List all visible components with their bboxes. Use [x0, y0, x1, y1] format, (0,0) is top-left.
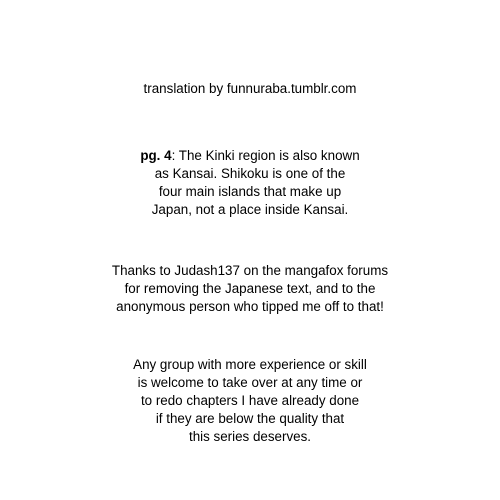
thanks-line-1: Thanks to Judash137 on the mangafox forums [111, 263, 389, 278]
takeover-line-3: to redo chapters I have already done [140, 393, 360, 408]
translation-credit-text: translation by funnuraba.tumblr.com [143, 81, 357, 96]
page-note [0, 147, 500, 219]
thanks-line-3: anonymous person who tipped me off to that! [116, 299, 384, 314]
thanks-line-2: for removing the Japanese text, and to the [124, 281, 376, 296]
page-note-label: pg. 4 [140, 148, 172, 163]
thanks-paragraph [0, 262, 500, 316]
page-note-line-3: four main islands that make up [158, 184, 342, 199]
takeover-line-5: this series deserves. [188, 429, 312, 444]
page-note-line-1-text: : The Kinki region is also known [171, 148, 360, 163]
takeover-line-4: if they are below the quality that [155, 411, 345, 426]
page-note-line-4: Japan, not a place inside Kansai. [151, 202, 349, 217]
page-note-line-2: as Kansai. Shikoku is one of the [154, 166, 346, 181]
takeover-line-1: Any group with more experience or skill [133, 357, 367, 372]
takeover-line-2: is welcome to take over at any time or [137, 375, 363, 390]
takeover-paragraph [0, 356, 500, 446]
page-note-line-1 [0, 147, 500, 165]
translation-credit [0, 80, 500, 98]
